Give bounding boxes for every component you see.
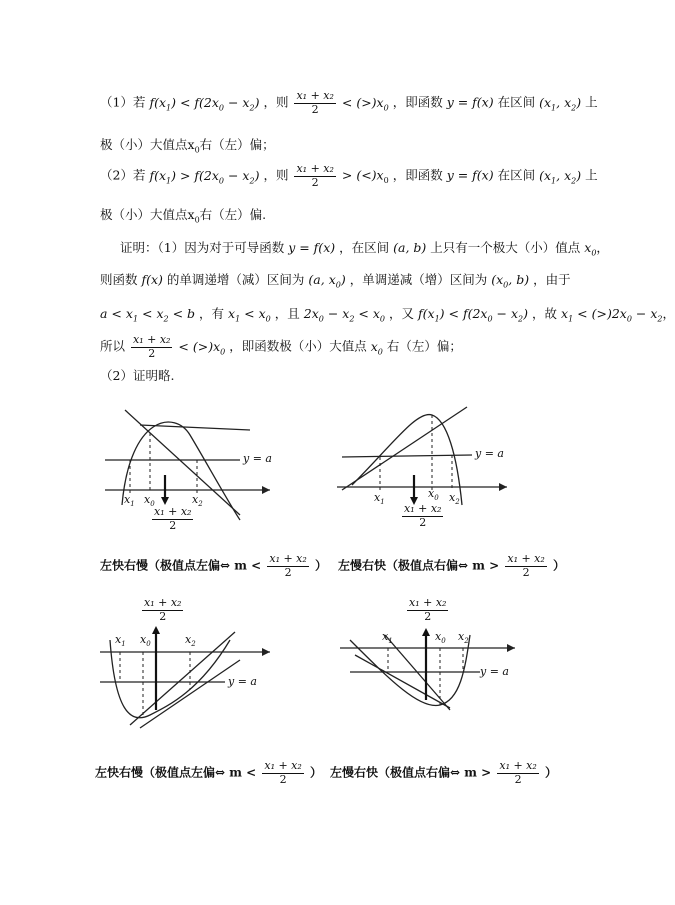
caption-top-left: 左快右慢（极值点左偏⇔ m < $\frac{\text{x₁ + x₂}}{2}$ ） — [100, 552, 327, 579]
svg-text:x0: $x_0$ — [435, 630, 446, 645]
figure-top-left — [100, 405, 290, 545]
svg-text:x2: $x_2$ — [192, 493, 203, 508]
fig3-frac-label: $\frac{\text{x₁ + x₂}}{2}$ — [144, 596, 182, 623]
svg-text:y = a: y = a — [243, 452, 272, 465]
svg-text:y = a: y = a — [475, 447, 504, 460]
figure-bottom-left — [95, 630, 295, 740]
para2-line1: （2）若 $f(x_1) > f(2x_0 - x_2)$ ，则 $\frac{\text{x₁ + x₂}}{2}$ > $(<)x_0$ ，即函数 y = f(x) 在区间 ($x_1$, $x_2$) 上 — [100, 162, 598, 189]
svg-text:y = a: y = a — [480, 665, 509, 678]
caption-top-right: 左慢右快（极值点右偏⇔ m > $\frac{\text{x₁ + x₂}}{2}$ ） — [338, 552, 565, 579]
svg-text:x1: $x_1$ — [115, 633, 126, 648]
figure-bottom-right — [330, 630, 530, 740]
proof-line4: 所以 $\frac{\text{x₁ + x₂}}{2}$ < $(>)x_0$ ，即函数极（小）大值点 $x_0$ 右（左）偏； — [100, 333, 462, 360]
svg-text:x0: $x_0$ — [144, 493, 155, 508]
fig1-frac-label: $\frac{\text{x₁ + x₂}}{2}$ — [154, 505, 192, 532]
svg-text:x2: $x_2$ — [449, 491, 460, 506]
proof-line3: $a < x_1 < x_2 < b$ ，有 $x_1 < x_0$ ，且 $2x_0 - x_2 < x_0$ ，又 $f(x_1) < f(2x_0 - x_2)$ ，故 $x_1 < (>)2x_0 - x_2$， — [100, 306, 675, 324]
caption-bottom-right: 左慢右快（极值点右偏⇔ m > $\frac{\text{x₁ + x₂}}{2}$ ） — [330, 759, 557, 786]
svg-text:x1: $x_1$ — [374, 491, 385, 506]
svg-text:x2: $x_2$ — [185, 633, 196, 648]
svg-text:x0: $x_0$ — [428, 487, 439, 502]
svg-text:x0: $x_0$ — [140, 633, 151, 648]
svg-text:y = a: y = a — [228, 675, 257, 688]
svg-text:x1: $x_1$ — [382, 630, 393, 645]
proof-line5: （2）证明略. — [100, 368, 175, 383]
proof-line2: 则函数 f(x) 的单调递增（减）区间为 (a, $x_0$) ，单调递减（增）区间为 ($x_0$, b) ，由于 — [100, 272, 571, 290]
proof-line1: 证明：（1）因为对于可导函数 y = f(x) ，在区间 (a, b) 上只有一个极大（小）值点 $x_0$， — [120, 240, 609, 258]
para1-line1: （1）若 $f(x_1) < f(2x_0 - x_2)$ ，则 $\frac{\text{x₁ + x₂}}{2}$ < $(>)x_0$ ，即函数 y = f(x) 在区间 ($x_1$, $x_2$) 上 — [100, 89, 598, 116]
para2-line2: 极（小）大值点$x_0$右（左）偏. — [100, 207, 267, 225]
svg-text:x2: $x_2$ — [458, 630, 469, 645]
svg-text:x1: $x_1$ — [124, 493, 135, 508]
para1-line2: 极（小）大值点$x_0$右（左）偏； — [100, 137, 275, 155]
fig2-frac-label: $\frac{\text{x₁ + x₂}}{2}$ — [404, 502, 442, 529]
caption-bottom-left: 左快右慢（极值点左偏⇔ m < $\frac{\text{x₁ + x₂}}{2}$ ） — [95, 759, 322, 786]
fig4-frac-label: $\frac{\text{x₁ + x₂}}{2}$ — [409, 596, 447, 623]
